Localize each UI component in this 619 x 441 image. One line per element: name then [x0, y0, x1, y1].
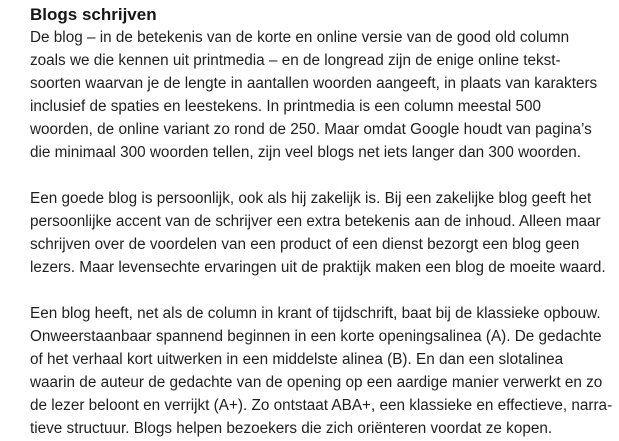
text-line: of het verhaal kort uitwerken in een middelste alinea (B). En dan een slotalinea — [30, 351, 564, 368]
text-line: schrijven over de voordelen van een product of een dienst bezorgt een blog geen — [30, 236, 580, 253]
text-line: waarin de auteur de gedachte van de opening op een aardige manier verwerkt en zo — [30, 374, 603, 391]
text-line: lezers. Maar levensechte ervaringen uit de praktijk maken een blog de moeite waard. — [30, 259, 606, 276]
text-line: tieve structuur. Blogs helpen bezoekers die zich oriënteren voordat ze kopen. — [30, 420, 553, 437]
paragraph-1 — [30, 26, 612, 164]
text-line: De blog – in de betekenis van de korte en online versie van de good old column — [30, 29, 570, 46]
text-line: Een blog heeft, net als de column in krant of tijdschrift, baat bij de klassieke opbouw. — [30, 305, 601, 322]
article — [30, 0, 612, 440]
article-heading: Blogs schrijven — [30, 5, 157, 24]
text-line: die minimaal 300 woorden tellen, zijn veel blogs net iets langer dan 300 woorden. — [30, 144, 582, 161]
text-line: Onweerstaanbaar spannend beginnen in een korte openingsalinea (A). De gedachte — [30, 328, 602, 345]
paragraph-3 — [30, 302, 612, 440]
text-line: persoonlijke accent van de schrijver een extra betekenis aan de inhoud. Alleen maar — [30, 213, 601, 230]
text-line: woorden, de online variant zo rond de 250. Maar omdat Google houdt van pagina’s — [30, 121, 592, 138]
text-line: de lezer beloont en verrijkt (A+). Zo ontstaat ABA+, een klassieke en effectieve, narra- — [30, 397, 613, 414]
text-line: inclusief de spaties en leestekens. In printmedia is een column meestal 500 — [30, 98, 542, 115]
text-line: soorten waarvan je de lengte in aantallen woorden aangeeft, in plaats van karakters — [30, 75, 598, 92]
text-line: Een goede blog is persoonlijk, ook als hij zakelijk is. Bij een zakelijke blog geeft het — [30, 190, 592, 207]
text-line: zoals we die kennen uit printmedia – en de longread zijn de enige online tekst- — [30, 52, 561, 69]
paragraph-2 — [30, 187, 612, 279]
